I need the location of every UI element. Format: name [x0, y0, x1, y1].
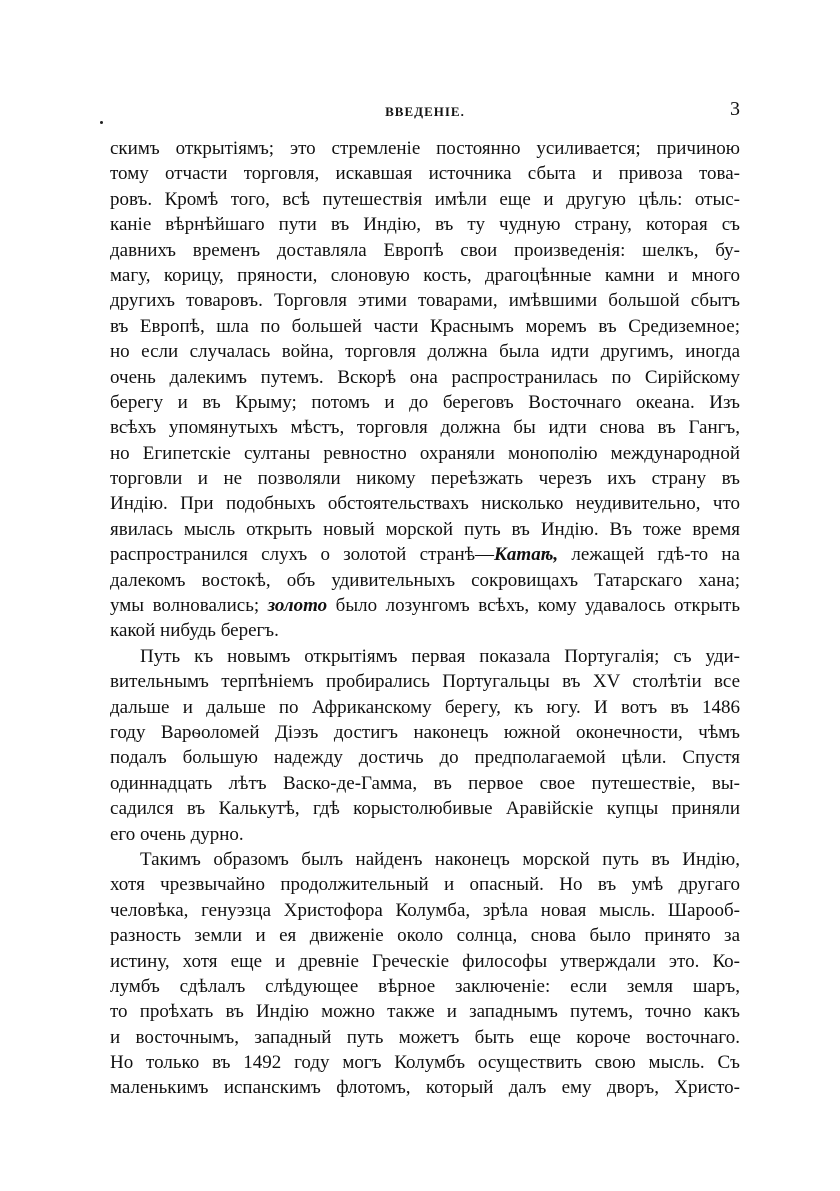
text-line: ровъ. Кромѣ того, всѣ путешествія имѣли еще и другую цѣль: отыс- [110, 188, 740, 210]
text-line: его очень дурно. [110, 823, 244, 845]
text-line: и восточнымъ, западный путь можетъ быть еще короче восточнаго. [110, 1026, 740, 1048]
text-line: торговли и не позволяли никому переѣзжать черезъ ихъ страну въ [110, 468, 740, 490]
text-line: каніе вѣрнѣйшаго пути въ Индію, въ ту чудную страну, которая съ [110, 214, 740, 236]
text-line: разность земли и ея движеніе около солнца, снова было принято за [110, 925, 740, 947]
running-head-title: ВВЕДЕНІЕ. [385, 104, 465, 119]
text-line: вительнымъ терпѣніемъ пробирались Португальцы въ XV столѣтіи все [110, 671, 740, 693]
text-line: Но только въ 1492 году могъ Колумбъ осуществить свою мысль. Съ [110, 1052, 740, 1074]
text-line: берегу и въ Крыму; потомъ и до береговъ Восточнаго океана. Изъ [110, 391, 740, 413]
text-line: истину, хотя еще и древніе Греческіе философы утверждали это. Ко- [110, 950, 740, 972]
emphasized-word: золото [267, 595, 328, 617]
text-span: распространился слухъ о золотой странѣ— [110, 544, 495, 566]
text-line [110, 593, 740, 618]
text-line: Путь къ новымъ открытіямъ первая показала Португалія; съ уди- [140, 645, 740, 667]
text-line: маленькимъ испанскимъ флотомъ, который далъ ему дворъ, Христо- [110, 1077, 740, 1099]
text-line: далекомъ востокѣ, объ удивительныхъ сокровищахъ Татарскаго хана; [110, 569, 740, 591]
text-line: давнихъ временъ доставляла Европѣ свои произведенія: шелкъ, бу- [110, 239, 740, 261]
text-span: умы волновались; [110, 595, 268, 617]
running-head [110, 98, 740, 128]
text-line: явилась мысль открыть новый морской путь въ Индію. Въ тоже время [110, 518, 740, 540]
text-line: хотя чрезвычайно продолжительный и опасный. Но въ умѣ другаго [110, 874, 740, 896]
paragraph-1 [110, 136, 740, 644]
text-span: было лозунгомъ всѣхъ, кому удавалось открыть [327, 595, 740, 617]
page-number: 3 [730, 98, 740, 120]
text-line: подалъ большую надежду достичь до предполагаемой цѣли. Спустя [110, 747, 740, 769]
text-line: очень далекимъ путемъ. Вскорѣ она распространилась по Сирійскому [110, 366, 740, 388]
paragraph-3 [110, 847, 740, 1101]
text-line: Такимъ образомъ былъ найденъ наконецъ морской путь въ Индію, [140, 848, 740, 870]
text-line: лумбъ сдѣлалъ слѣдующее вѣрное заключеніе: если земля шаръ, [110, 975, 740, 997]
text-line: дальше и дальше по Африканскому берегу, къ югу. И вотъ въ 1486 [110, 696, 740, 718]
text-line: но если случалась война, торговля должна была идти другимъ, иногда [110, 341, 740, 363]
text-line: Индію. При подобныхъ обстоятельствахъ нисколько неудивительно, что [110, 493, 740, 515]
text-line: человѣка, генуэзца Христофора Колумба, зрѣла новая мысль. Шарооб- [110, 899, 740, 921]
paragraph-2 [110, 644, 740, 847]
text-line: скимъ открытіямъ; это стремленіе постоянно усиливается; причиною [110, 138, 740, 159]
text-line: но Египетскіе султаны ревностно охраняли монополію международной [110, 442, 740, 464]
text-line [110, 542, 740, 567]
text-line: году Варѳоломей Діэзъ достигъ наконецъ южной оконечности, чѣмъ [110, 721, 740, 743]
text-line: садился въ Калькутѣ, гдѣ корыстолюбивые Аравійскіе купцы приняли [110, 798, 740, 820]
print-speck [100, 121, 103, 124]
text-line: магу, корицу, пряности, слоновую кость, драгоцѣнные камни и много [110, 264, 740, 286]
text-line: какой нибудь берегъ. [110, 620, 279, 642]
text-line: то проѣхать въ Индію можно также и западнымъ путемъ, точно какъ [110, 1001, 740, 1023]
text-span: лежащей гдѣ-то на [558, 544, 740, 566]
emphasized-word: Катаѣ, [494, 544, 559, 566]
text-line: въ Европѣ, шла по большей части Краснымъ моремъ въ Средиземное; [110, 315, 740, 337]
text-line: одиннадцать лѣтъ Васко-де-Гамма, въ первое свое путешествіе, вы- [110, 772, 740, 794]
text-line: всѣхъ упомянутыхъ мѣстъ, торговля должна бы идти снова въ Гангъ, [110, 417, 740, 439]
body-text [110, 136, 740, 1101]
text-line: тому отчасти торговля, искавшая источника сбыта и привоза това- [110, 163, 740, 185]
text-line: другихъ товаровъ. Торговля этими товарами, имѣвшими большой сбытъ [110, 290, 740, 312]
